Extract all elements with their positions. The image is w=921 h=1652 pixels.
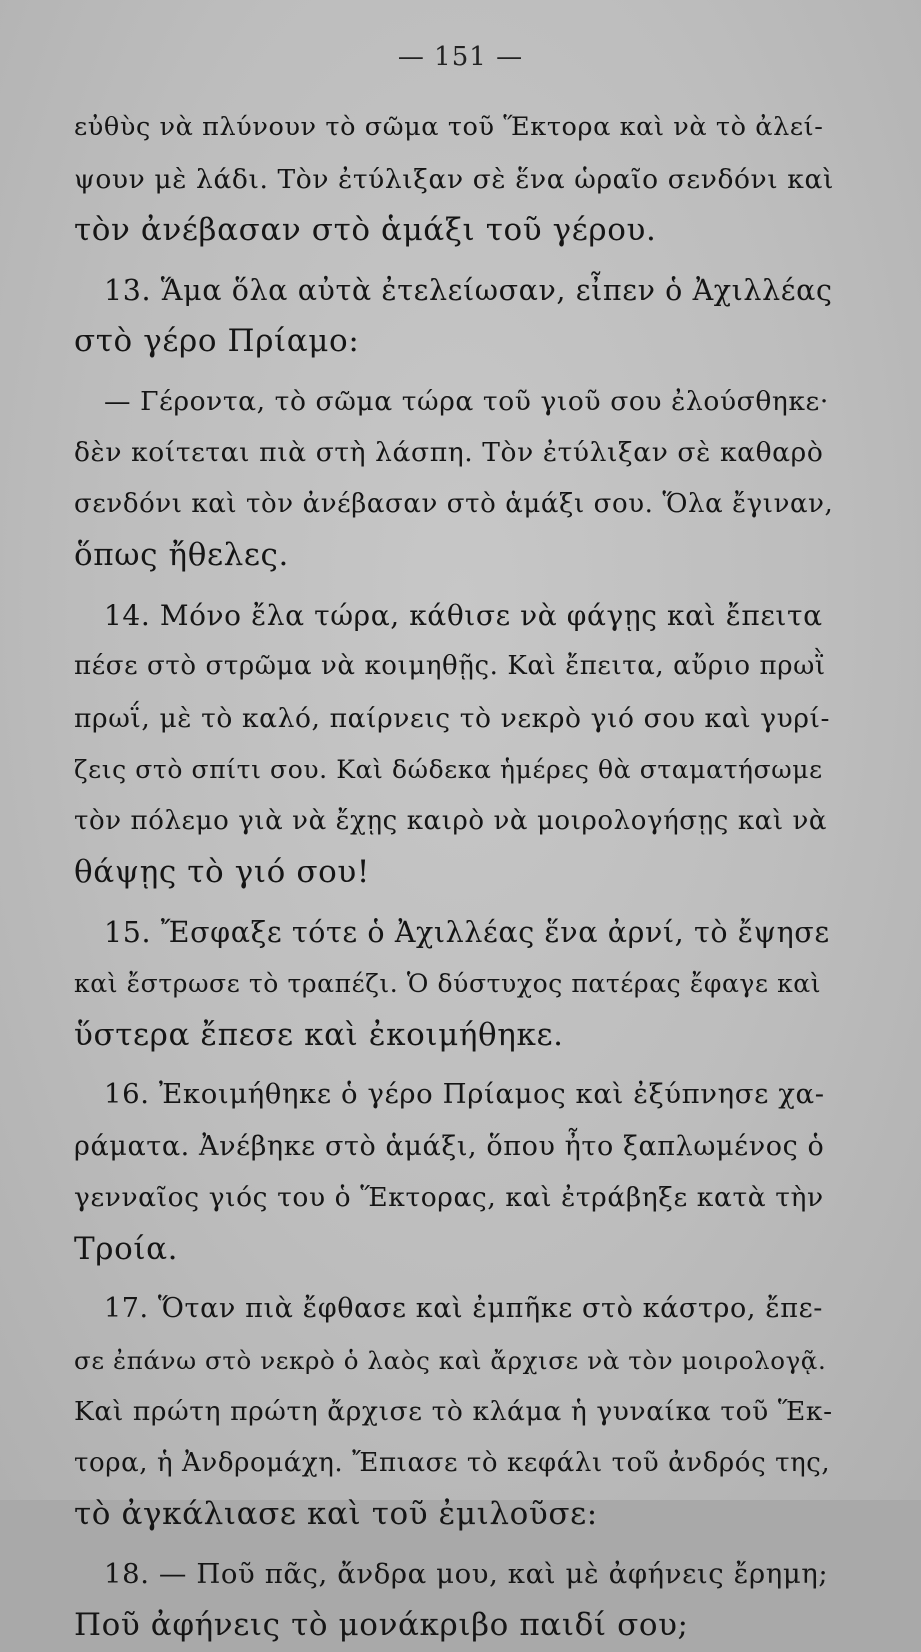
text-line: ὕστερα ἔπεσε καὶ ἐκοιμήθηκε. <box>74 1016 564 1053</box>
text-line: 18. — Ποῦ πᾶς, ἄνδρα μου, καὶ μὲ ἀφήνεις ἔρημη; <box>104 1557 829 1590</box>
text-line: στὸ γέρο Πρίαμο: <box>74 323 360 359</box>
text-line: Καὶ πρώτη πρώτη ἄρχισε τὸ κλάμα ἡ γυναίκα τοῦ Ἕκ- <box>74 1396 833 1427</box>
text-line: ὅπως ἤθελες. <box>74 537 289 573</box>
text-line: τὸν ἀνέβασαν στὸ ἁμάξι τοῦ γέρου. <box>74 212 657 248</box>
text-line: καὶ ἔστρωσε τὸ τραπέζι. Ὁ δύστυχος πατέρας ἔφαγε καὶ <box>74 969 822 998</box>
text-line: δὲν κοίτεται πιὰ στὴ λάσπη. Τὸν ἐτύλιξαν σὲ καθαρὸ <box>74 437 824 468</box>
text-line: ψουν μὲ λάδι. Τὸν ἐτύλιξαν σὲ ἕνα ὡραῖο σενδόνι καὶ <box>74 163 834 195</box>
text-line: 13. Ἅμα ὅλα αὐτὰ ἐτελείωσαν, εἶπεν ὁ Ἀχιλλέας <box>104 273 833 307</box>
text-line: 17. Ὅταν πιὰ ἔφθασε καὶ ἐμπῆκε στὸ κάστρο, ἔπε- <box>104 1293 823 1324</box>
text-line: πέσε στὸ στρῶμα νὰ κοιμηθῇς. Καὶ ἔπειτα, αὔριο πρωῒ <box>74 651 826 681</box>
text-line: τὸν πόλεμο γιὰ νὰ ἔχῃς καιρὸ νὰ μοιρολογήσῃς καὶ νὰ <box>74 805 828 836</box>
body-text <box>74 102 834 1652</box>
text-line: σε ἐπάνω στὸ νεκρὸ ὁ λαὸς καὶ ἄρχισε νὰ τὸν μοιρολογᾷ. <box>74 1345 827 1375</box>
page-number: — 151 — <box>397 42 524 72</box>
text-line: 14. Μόνο ἔλα τώρα, κάθισε νὰ φάγῃς καὶ ἔπειτα <box>104 598 823 632</box>
text-line: θάψῃς τὸ γιό σου! <box>74 854 370 890</box>
text-line: τὸ ἀγκάλιασε καὶ τοῦ ἐμιλοῦσε: <box>74 1496 598 1532</box>
text-line: ζεις στὸ σπίτι σου. Καὶ δώδεκα ἡμέρες θὰ σταματήσωμε <box>74 755 823 784</box>
text-line: ράματα. Ἀνέβηκε στὸ ἁμάξι, ὅπου ἦτο ξαπλωμένος ὁ <box>74 1130 825 1162</box>
text-line: — Γέροντα, τὸ σῶμα τώρα τοῦ γιοῦ σου ἐλούσθηκε· <box>104 385 829 417</box>
text-line: Τροία. <box>74 1230 179 1267</box>
text-line: 16. Ἐκοιμήθηκε ὁ γέρο Πρίαμος καὶ ἐξύπνησε χα- <box>104 1078 825 1110</box>
text-line: 15. Ἔσφαξε τότε ὁ Ἀχιλλέας ἕνα ἀρνί, τὸ ἔψησε <box>104 915 830 949</box>
text-line: γενναῖος γιός του ὁ Ἕκτορας, καὶ ἐτράβηξε κατὰ τὴν <box>74 1182 824 1213</box>
text-line: Ποῦ ἀφήνεις τὸ μονάκριβο παιδί σου; <box>74 1607 689 1643</box>
text-line: σενδόνι καὶ τὸν ἀνέβασαν στὸ ἁμάξι σου. Ὅλα ἔγιναν, <box>74 488 834 519</box>
text-line: πρωΐ, μὲ τὸ καλό, παίρνεις τὸ νεκρὸ γιό σου καὶ γυρί- <box>74 702 831 734</box>
text-line: εὐθὺς νὰ πλύνουν τὸ σῶμα τοῦ Ἕκτορα καὶ νὰ τὸ ἀλεί- <box>74 112 824 142</box>
text-line: τορα, ἡ Ἀνδρομάχη. Ἔπιασε τὸ κεφάλι τοῦ ἀνδρός της, <box>74 1447 831 1478</box>
